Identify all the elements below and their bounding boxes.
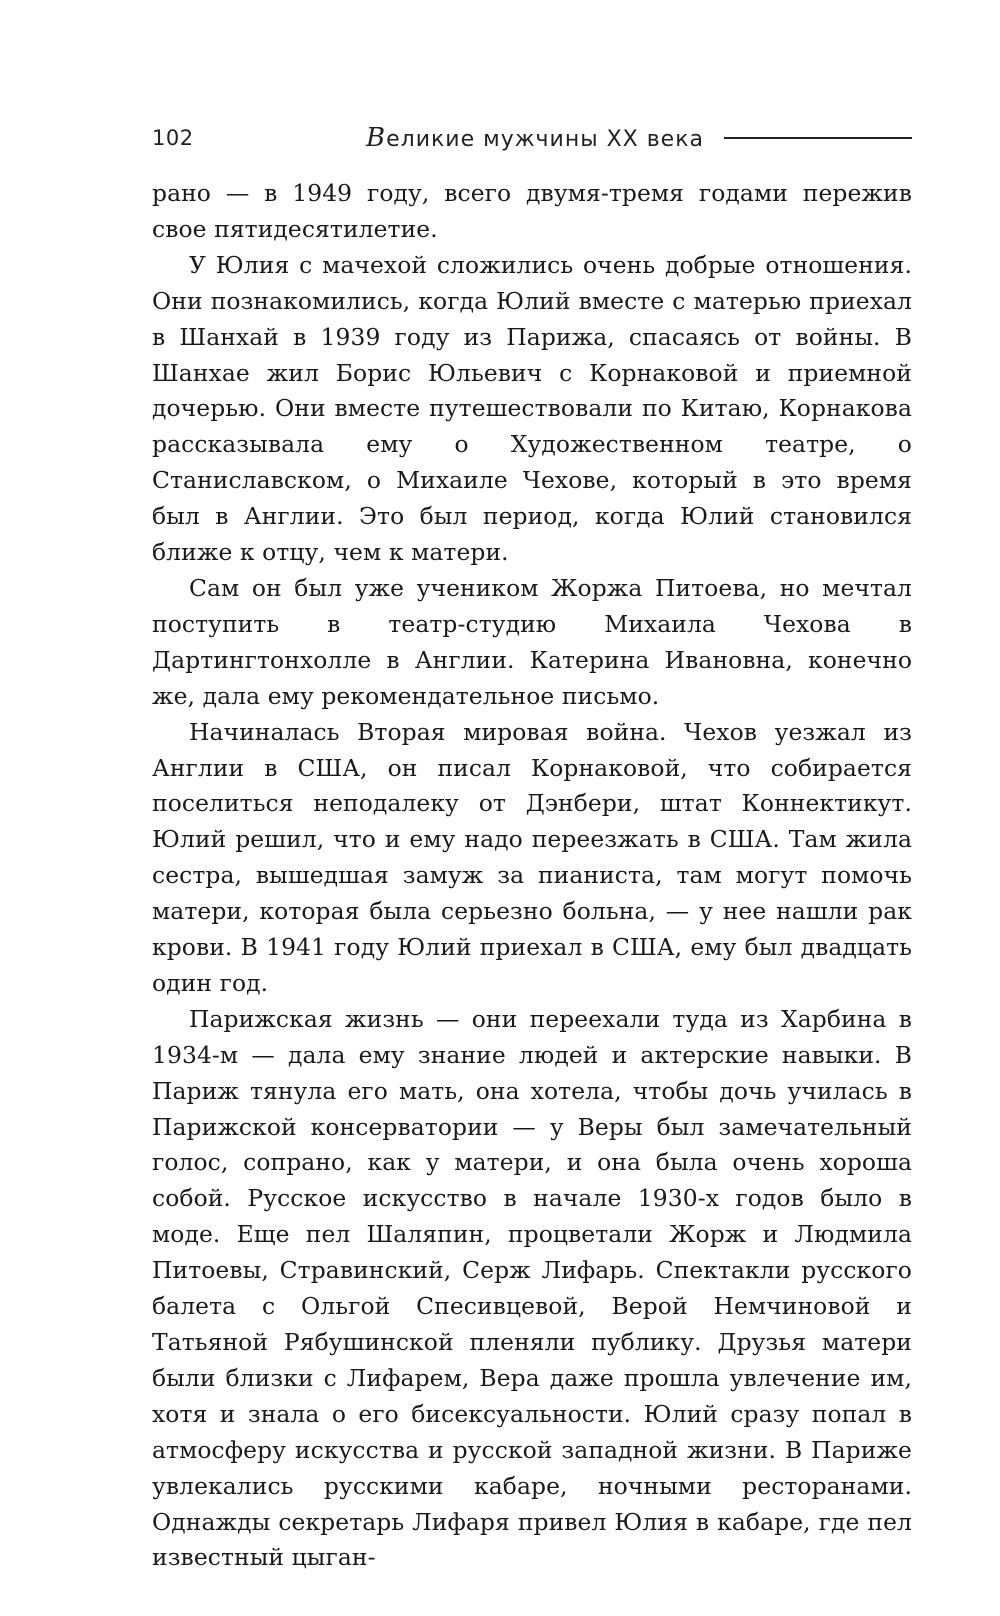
paragraph: У Юлия с мачехой сложились очень добрые отношения. Они познакомились, когда Юлий вместе с матерью приехал в Шанхай в 1939 году из Парижа, спасаясь от войны. В Шанхае жил Борис Юльевич с Корнаковой и приемной дочерью. Они вместе путешествовали по Китаю, Корнакова рассказывала ему о Художественном театре, о Станиславском, о Михаиле Чехове, который в это время был в Англии. Это был период, когда Юлий становился ближе к отцу, чем к матери. (152, 250, 912, 567)
running-header (152, 118, 912, 158)
page-number: 102 (152, 126, 194, 150)
paragraph-continued: рано — в 1949 году, всего двумя-тремя годами пережив свое пятидесятилетие. (152, 179, 912, 243)
paragraph: Сам он был уже учеником Жоржа Питоева, но мечтал поступить в театр-студию Михаила Чехова в Дартингтонхолле в Англии. Катерина Ивановна, конечно же, дала ему рекомендательное письмо. (152, 573, 912, 710)
book-title-initial: В (365, 123, 387, 153)
body-text (152, 176, 912, 1576)
header-rule (724, 137, 912, 139)
paragraph: Начиналась Вторая мировая война. Чехов уезжал из Англии в США, он писал Корнаковой, что собирается поселиться неподалеку от Дэнбери, штат Коннектикут. Юлий решил, что и ему надо переезжать в США. Там жила сестра, вышедшая замуж за пианиста, там могут помочь матери, которая была серьезно больна, — у нее нашли рак крови. В 1941 году Юлий приехал в США, ему был двадцать один год. (152, 717, 912, 997)
book-title-text: еликие мужчины XX века (386, 127, 704, 152)
book-title (366, 123, 704, 153)
paragraph: Парижская жизнь — они переехали туда из Харбина в 1934-м — дала ему знание людей и актерские навыки. В Париж тянула его мать, она хотела, чтобы дочь училась в Парижской консерватории — у Веры был замечательный голос, сопрано, как у матери, и она была очень хороша собой. Русское искусство в начале 1930-х годов было в моде. Еще пел Шаляпин, процветали Жорж и Людмила Питоевы, Стравинский, Серж Лифарь. Спектакли русского балета с Ольгой Спесивцевой, Верой Немчиновой и Татьяной Рябушинской пленяли публику. Друзья матери были близки с Лифарем, Вера даже прошла увлечение им, хотя и знала о его бисексуальности. Юлий сразу попал в атмосферу искусства и русской западной жизни. В Париже увлекались русскими кабаре, ночными ресторанами. Однажды секретарь Лифаря привел Юлия в кабаре, где пел известный цыган- (152, 1004, 912, 1572)
